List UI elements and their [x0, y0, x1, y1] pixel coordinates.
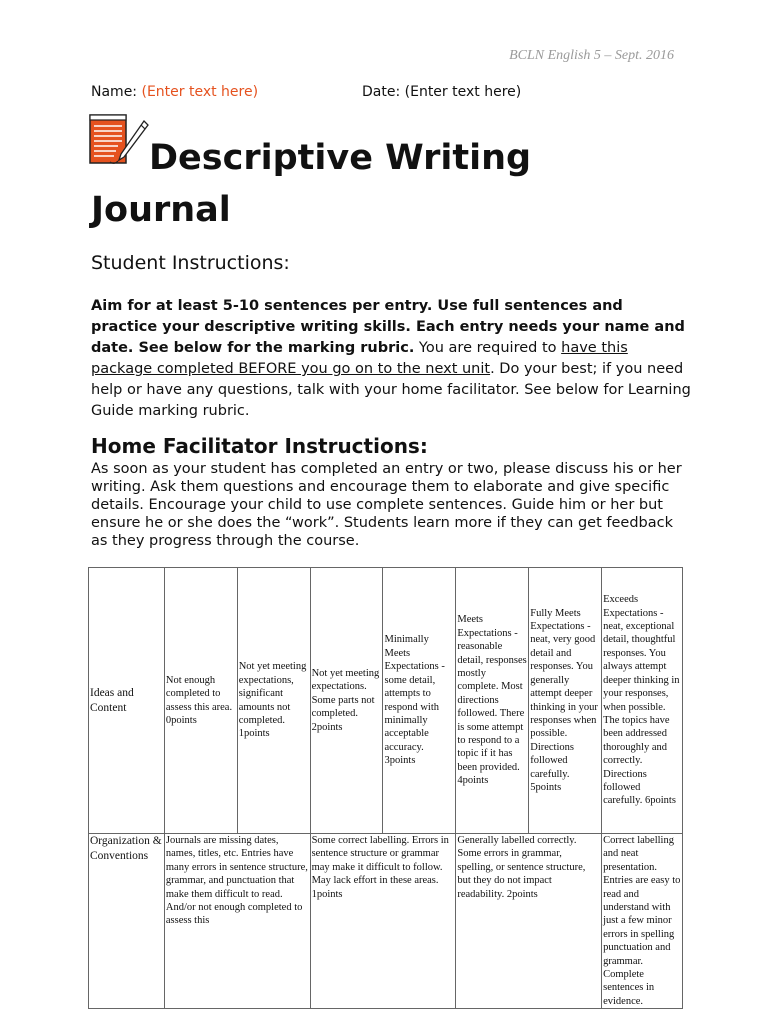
name-row [91, 84, 258, 100]
rubric-cell: Exceeds Expectations - neat, exceptional detail, thoughtful responses. You always attempt deeper thinking in your responses, when possible. The topics have been addressed thoroughly and correctly. Directions followed carefully. 6points [602, 568, 683, 834]
instructions-tail: . Do your best; if you need help or have any questions, talk with your home facilitator. See below for Learning Guide marking rubric. [91, 361, 691, 419]
rubric-row-organization [89, 834, 683, 1009]
instructions-bold: Aim for at least 5-10 sentences per entry. Use full sentences and practice your descriptive writing skills. Each entry needs your name and date. See below for the marking rubric. [91, 298, 685, 356]
instructions-lead: You are required to [414, 340, 562, 356]
rubric-cell: Minimally Meets Expectations - some detail, attempts to respond with minimally acceptable accuracy. 3points [383, 568, 456, 834]
facilitator-heading: Home Facilitator Instructions: [91, 434, 428, 458]
rubric-cell: Not enough completed to assess this area. 0points [164, 568, 237, 834]
rubric-cell: Journals are missing dates, names, titles, etc. Entries have many errors in sentence structure, grammar, and punctuation that make them difficult to read. And/or not enough completed to assess this [164, 834, 310, 1009]
name-label: Name: [91, 84, 138, 100]
rubric-cell: Not yet meeting expectations, significant amounts not completed. 1points [237, 568, 310, 834]
facilitator-instructions: As soon as your student has completed an entry or two, please discuss his or her writing. Ask them questions and encourage them to elaborate and give specific details. Encourage your child to use complete sentences. Guide him or her but ensure he or she does the “work”. Students learn more if they can get feedback as they progress through the course. [91, 461, 682, 549]
rubric-cell: Some correct labelling. Errors in sentence structure or grammar may make it difficult to follow. May lack effort in these areas. 1points [310, 834, 456, 1009]
rubric-row-ideas [89, 568, 683, 834]
rubric-cell: Not yet meeting expectations. Some parts not completed. 2points [310, 568, 383, 834]
student-instructions [91, 296, 691, 422]
rubric-cell: Meets Expectations - reasonable detail, responses mostly complete. Most directions followed. There is some attempt to respond to a topic if it has been provided. 4points [456, 568, 529, 834]
instructions-deadline: have this package completed BEFORE you go on to the next unit [91, 340, 628, 377]
rubric-label-organization: Organization & Conventions [89, 834, 165, 1009]
date-label: Date: [362, 84, 401, 100]
course-header: BCLN English 5 – Sept. 2016 [509, 48, 674, 63]
page-title: Descriptive Writing Journal [91, 138, 532, 230]
marking-rubric [88, 567, 683, 1009]
date-row [362, 84, 521, 100]
rubric-cell: Fully Meets Expectations - neat, very good detail and responses. You generally attempt deeper thinking in your responses when possible. Directions followed carefully. 5points [529, 568, 602, 834]
rubric-cell: Correct labelling and neat presentation. Entries are easy to read and understand with just a few minor errors in spelling punctuation and grammar. Complete sentences in evidence. [602, 834, 683, 1009]
date-input[interactable]: (Enter text here) [404, 84, 522, 100]
name-input[interactable]: (Enter text here) [141, 84, 259, 100]
rubric-label-ideas: Ideas and Content [89, 568, 165, 834]
rubric-cell: Generally labelled correctly. Some errors in grammar, spelling, or sentence structure, but they do not impact readability. 2points [456, 834, 602, 1009]
student-instructions-heading: Student Instructions: [91, 252, 290, 274]
